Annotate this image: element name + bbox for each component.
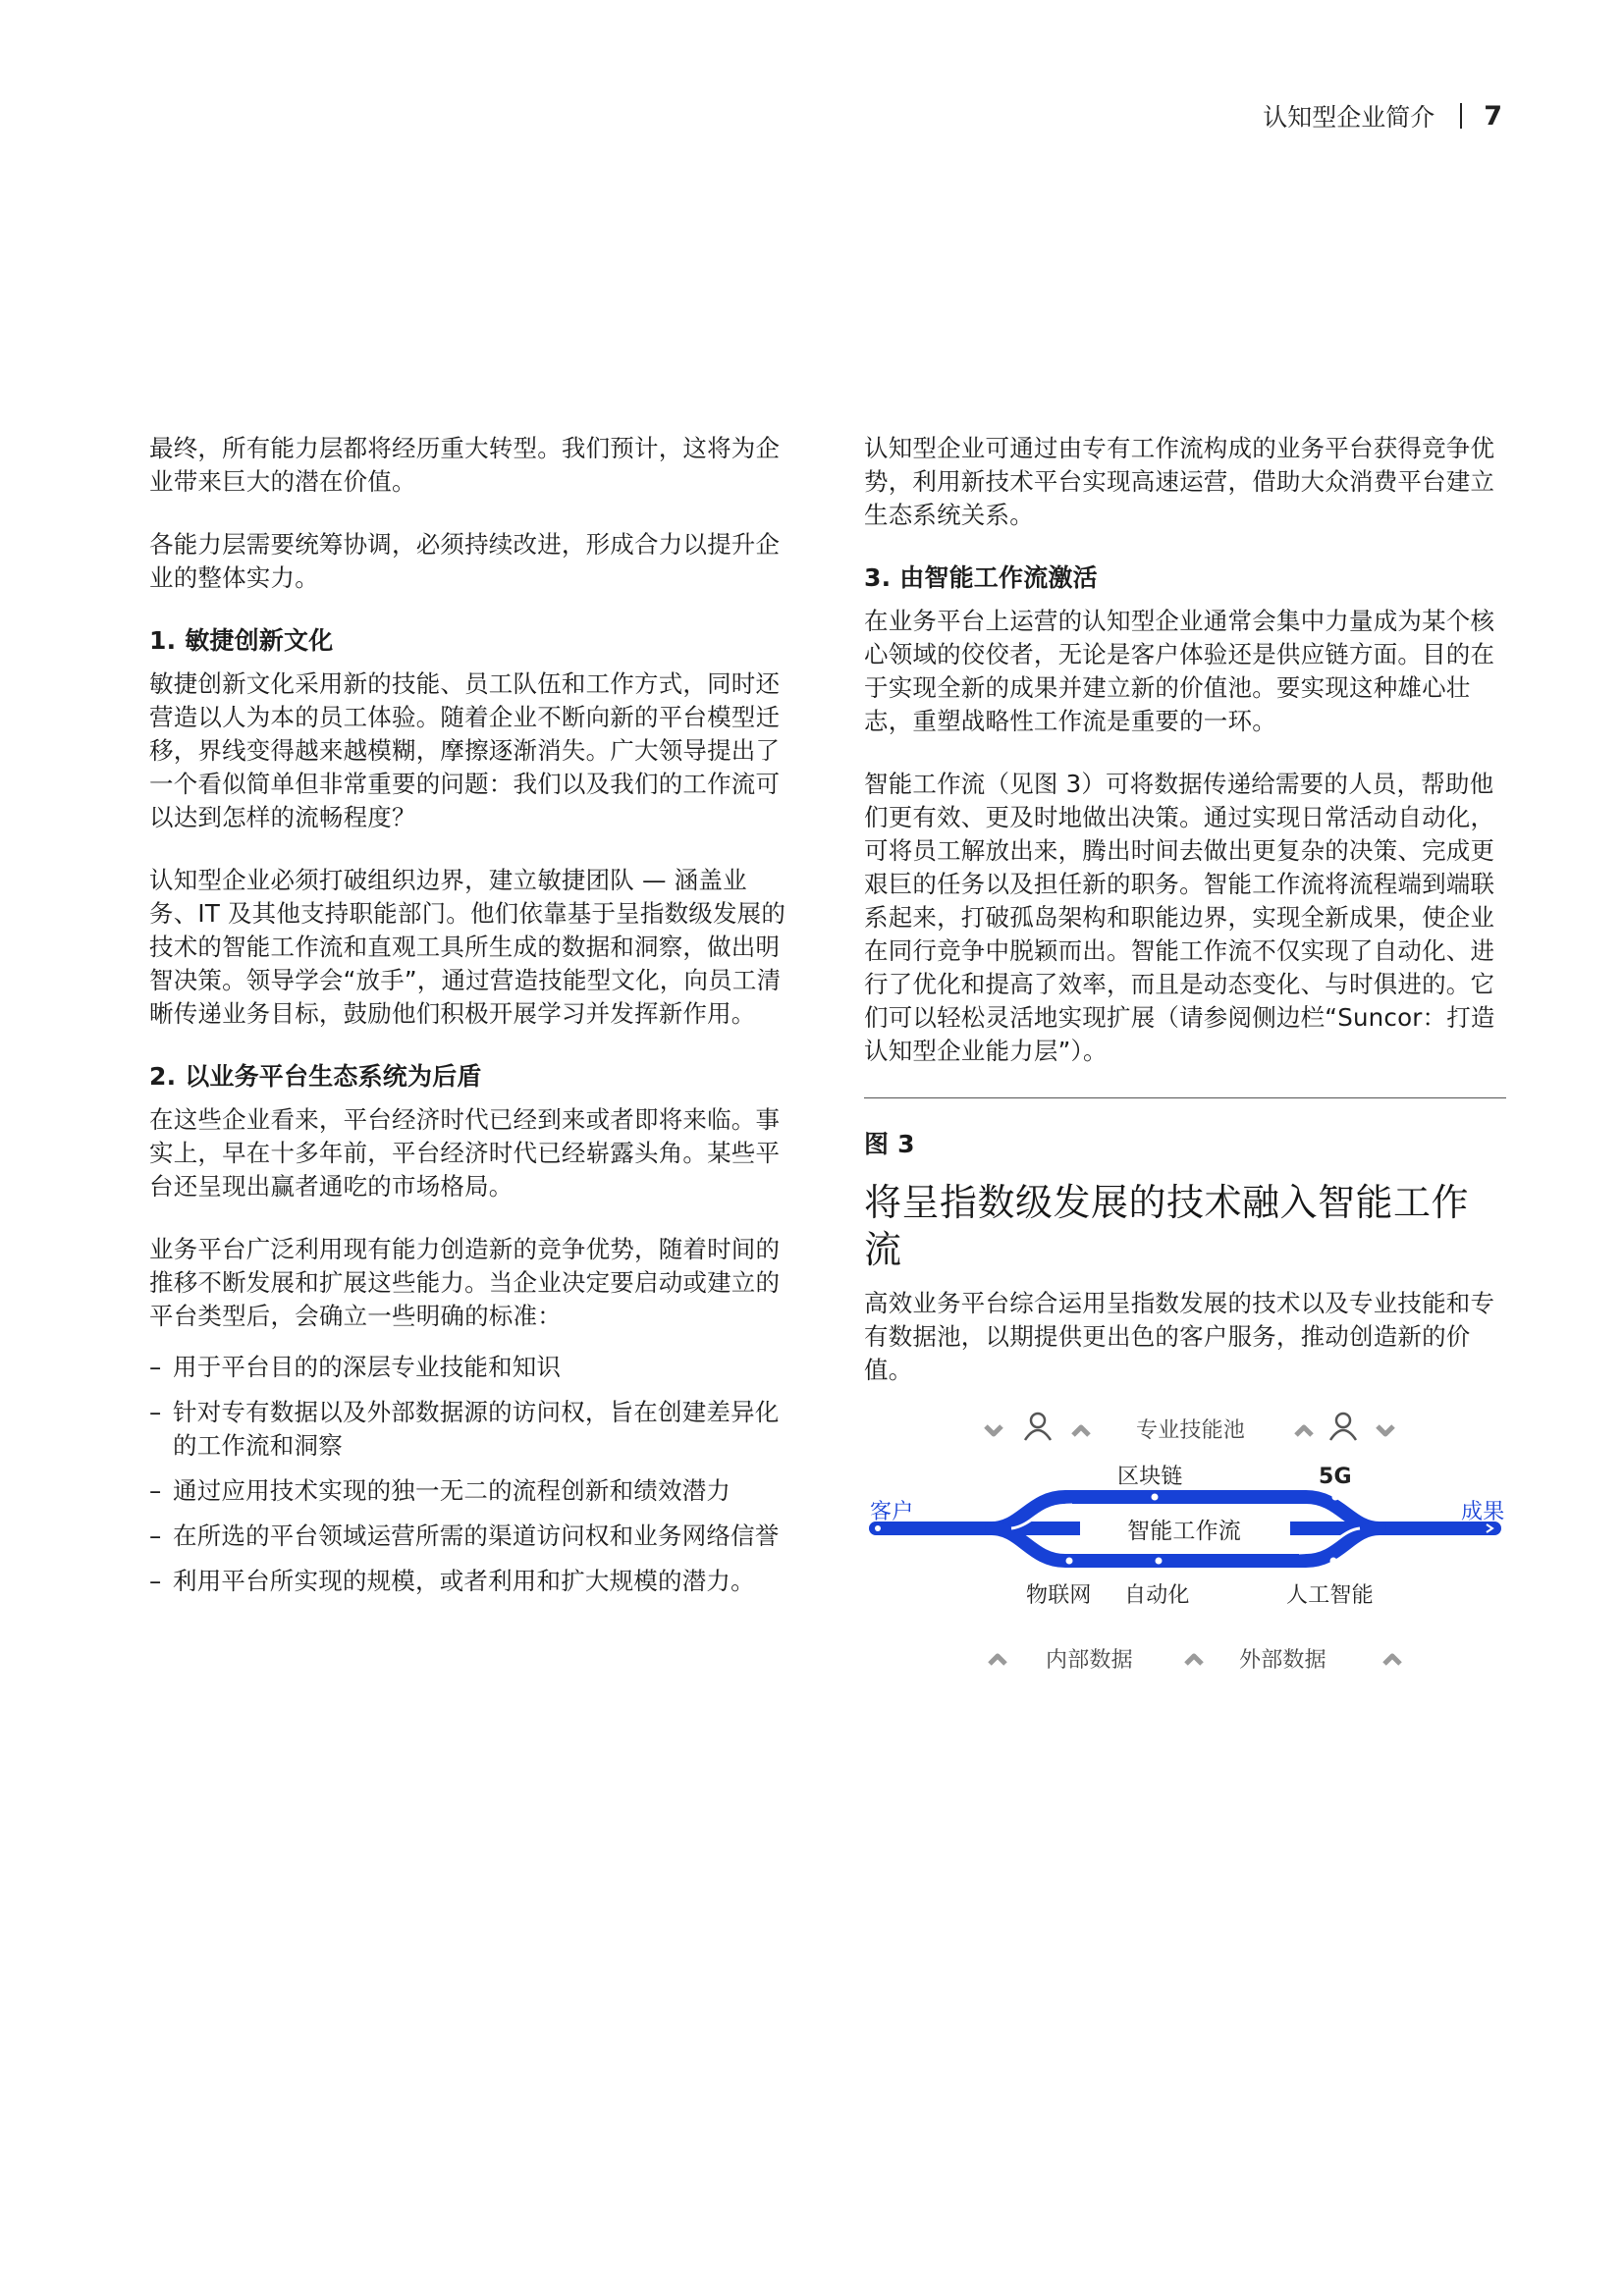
list-item: – 通过应用技术实现的独一无二的流程创新和绩效潜力 bbox=[149, 1476, 731, 1505]
figure-divider bbox=[864, 1097, 1506, 1098]
node-label-automation: 自动化 bbox=[1124, 1583, 1190, 1608]
section-heading-3: 3. 由智能工作流激活 bbox=[864, 563, 1098, 592]
paragraph: 业务平台广泛利用现有能力创造新的竞争优势，随着时间的推移不断发展和扩展这些能力。当企业决定要启动或建立的平台类型后，会确立一些明确的标准： bbox=[149, 1235, 781, 1330]
node-dot-ai bbox=[1330, 1558, 1337, 1565]
section-heading-2: 2. 以业务平台生态系统为后盾 bbox=[149, 1062, 482, 1091]
node-dot-iot bbox=[1066, 1558, 1073, 1565]
paragraph: 在这些企业看来，平台经济时代已经到来或者即将来临。事实上，早在十多年前，平台经济时代已经崭露头角。某些平台还呈现出赢者通吃的市场格局。 bbox=[149, 1105, 781, 1201]
node-label-5g: 5G bbox=[1319, 1465, 1352, 1489]
external-data-label: 外部数据 bbox=[1239, 1648, 1326, 1673]
chevron-up-icon bbox=[1384, 1656, 1400, 1664]
skills-pool-label: 专业技能池 bbox=[1136, 1418, 1246, 1443]
chevron-up-icon bbox=[1186, 1656, 1202, 1664]
skills-pool-row bbox=[986, 1414, 1393, 1443]
person-icon bbox=[1330, 1414, 1356, 1440]
center-label: 智能工作流 bbox=[1127, 1519, 1241, 1544]
paragraph: 最终，所有能力层都将经历重大转型。我们预计，这将为企业带来巨大的潜在价值。 bbox=[149, 434, 781, 496]
chevron-up-icon bbox=[990, 1656, 1005, 1664]
section-title: 认知型企业简介 bbox=[1263, 103, 1435, 132]
header-divider bbox=[1460, 103, 1462, 129]
figure-description: 高效业务平台综合运用呈指数发展的技术以及专业技能和专有数据池，以期提供更出色的客户服务，推动创造新的价值。 bbox=[864, 1289, 1495, 1384]
node-label-blockchain: 区块链 bbox=[1117, 1465, 1183, 1489]
chevron-down-icon bbox=[986, 1426, 1001, 1434]
list-item: – 用于平台目的的深层专业技能和知识 bbox=[149, 1353, 562, 1381]
chevron-up-icon bbox=[1296, 1427, 1312, 1435]
page-header bbox=[1263, 98, 1502, 133]
outcome-label: 成果 bbox=[1461, 1500, 1505, 1524]
node-label-iot: 物联网 bbox=[1026, 1583, 1092, 1608]
list-item: – 在所选的平台领域运营所需的渠道访问权和业务网络信誉 bbox=[149, 1522, 780, 1550]
right-column bbox=[864, 432, 1506, 1693]
criteria-list bbox=[149, 1351, 791, 1598]
node-label-ai: 人工智能 bbox=[1286, 1583, 1374, 1608]
list-item: – 针对专有数据以及外部数据源的访问权，旨在创建差异化的工作流和洞察 bbox=[149, 1398, 780, 1460]
person-icon bbox=[1025, 1414, 1051, 1440]
paragraph: 各能力层需要统筹协调，必须持续改进，形成合力以提升企业的整体实力。 bbox=[149, 530, 781, 592]
left-column bbox=[149, 432, 791, 1610]
workflow-diagram bbox=[864, 1399, 1506, 1693]
paragraph: 认知型企业可通过由专有工作流构成的业务平台获得竞争优势，利用新技术平台实现高速运营，借助大众消费平台建立生态系统关系。 bbox=[864, 434, 1495, 529]
paragraph: 敏捷创新文化采用新的技能、员工队伍和工作方式，同时还营造以人为本的员工体验。随着企业不断向新的平台模型迁移，界线变得越来越模糊，摩擦逐渐消失。广大领导提出了一个看似简单但非常重要的问题：我们以及我们的工作流可以达到怎样的流畅程度？ bbox=[149, 669, 781, 831]
node-dot-automation bbox=[1156, 1558, 1163, 1565]
list-item: – 利用平台所实现的规模，或者利用和扩大规模的潜力。 bbox=[149, 1567, 755, 1595]
paragraph: 在业务平台上运营的认知型企业通常会集中力量成为某个核心领域的佼佼者，无论是客户体验还是供应链方面。目的在于实现全新的成果并建立新的价值池。要实现这种雄心壮志，重塑战略性工作流是重要的一环。 bbox=[864, 607, 1495, 735]
customer-label: 客户 bbox=[870, 1500, 914, 1524]
internal-data-label: 内部数据 bbox=[1046, 1648, 1133, 1673]
paragraph: 认知型企业必须打破组织边界，建立敏捷团队 — 涵盖业务、IT 及其他支持职能部门。他们依靠基于呈指数级发展的技术的智能工作流和直观工具所生成的数据和洞察，做出明智决策。领导学会“放手”，通过营造技能型文化，向员工清晰传递业务目标，鼓励他们积极开展学习并发挥新作用。 bbox=[149, 866, 786, 1028]
data-row bbox=[990, 1648, 1400, 1673]
figure-title: 将呈指数级发展的技术融入智能工作流 bbox=[864, 1181, 1470, 1271]
node-dot-start bbox=[875, 1525, 881, 1531]
chevron-up-icon bbox=[1073, 1427, 1089, 1435]
section-heading-1: 1. 敏捷创新文化 bbox=[149, 626, 334, 655]
paragraph: 智能工作流（见图 3）可将数据传递给需要的人员，帮助他们更有效、更及时地做出决策。通过实现日常活动自动化，可将员工解放出来，腾出时间去做出更复杂的决策、完成更艰巨的任务以及担任新的职务。智能工作流将流程端到端联系起来，打破孤岛架构和职能边界，实现全新成果，使企业在同行竞争中脱颖而出。智能工作流不仅实现了自动化、进行了优化和提高了效率，而且是动态变化、与时俱进的。它们可以轻松灵活地实现扩展（请参阅侧边栏“Suncor：打造认知型企业能力层”）。 bbox=[864, 770, 1495, 1065]
figure-label: 图 3 bbox=[864, 1130, 915, 1158]
node-dot-blockchain bbox=[1152, 1494, 1159, 1501]
chevron-down-icon bbox=[1378, 1426, 1393, 1434]
node-dot-5g bbox=[1332, 1494, 1339, 1501]
page-number: 7 bbox=[1484, 100, 1502, 132]
